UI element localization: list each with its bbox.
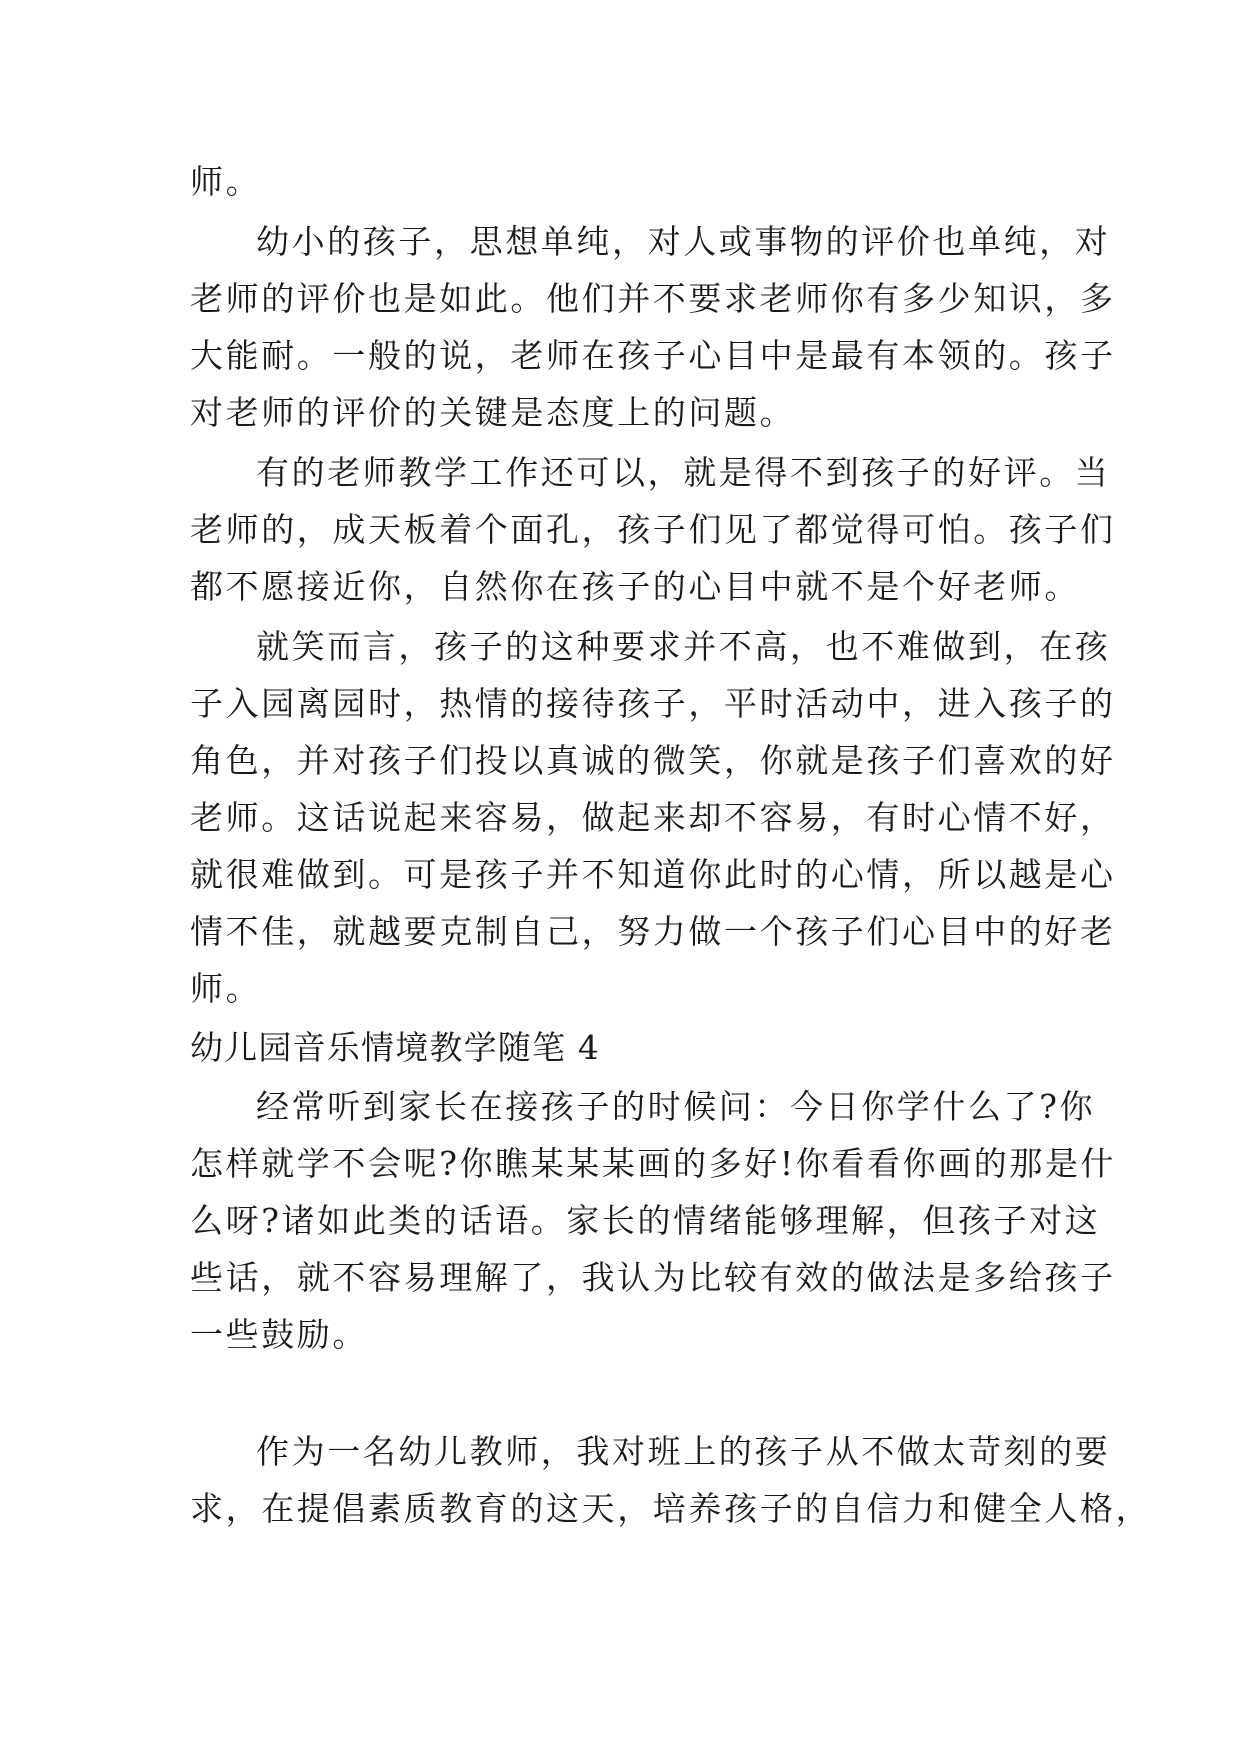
- paragraph-line: 就很难做到。可是孩子并不知道你此时的心情，所以越是心: [190, 855, 1116, 894]
- paragraph-line: 怎样就学不会呢?你瞧某某某画的多好!你看看你画的那是什: [190, 1144, 1117, 1183]
- paragraph-line: 大能耐。一般的说，老师在孩子心目中是最有本领的。孩子: [190, 336, 1116, 375]
- paragraph-line: 经常听到家长在接孩子的时候问：今日你学什么了?你: [256, 1087, 1096, 1126]
- paragraph-line: 作为一名幼儿教师，我对班上的孩子从不做太苛刻的要: [256, 1432, 1111, 1471]
- paragraph-line: 师。: [190, 969, 262, 1008]
- paragraph-line: 角色，并对孩子们投以真诚的微笑，你就是孩子们喜欢的好: [190, 741, 1116, 780]
- paragraph-line: 老师。这话说起来容易，做起来却不容易，有时心情不好，: [190, 798, 1116, 837]
- paragraph-line: 求，在提倡素质教育的这天，培养孩子的自信力和健全人格，: [190, 1489, 1152, 1528]
- section-heading: 幼儿园音乐情境教学随笔 4: [190, 1028, 601, 1067]
- paragraph-line: 对老师的评价的关键是态度上的问题。: [190, 393, 796, 432]
- paragraph-line: 情不佳，就越要克制自己，努力做一个孩子们心目中的好老: [190, 912, 1116, 951]
- paragraph-line: 老师的，成天板着个面孔，孩子们见了都觉得可怕。孩子们: [190, 510, 1116, 549]
- paragraph-line: 幼小的孩子，思想单纯，对人或事物的评价也单纯，对: [256, 222, 1111, 261]
- paragraph-line: 有的老师教学工作还可以，就是得不到孩子的好评。当: [256, 453, 1111, 492]
- paragraph-line: 一些鼓励。: [190, 1315, 368, 1354]
- paragraph-line: 些话，就不容易理解了，我认为比较有效的做法是多给孩子: [190, 1258, 1116, 1297]
- paragraph-line: 么呀?诸如此类的话语。家长的情绪能够理解，但孩子对这: [190, 1201, 1101, 1240]
- paragraph-line: 子入园离园时，热情的接待孩子，平时活动中，进入孩子的: [190, 684, 1116, 723]
- paragraph-line: 就笑而言，孩子的这种要求并不高，也不难做到，在孩: [256, 627, 1111, 666]
- paragraph-line: 都不愿接近你，自然你在孩子的心目中就不是个好老师。: [190, 567, 1080, 606]
- paragraph-line: 师。: [190, 162, 262, 201]
- paragraph-line: 老师的评价也是如此。他们并不要求老师你有多少知识，多: [190, 279, 1116, 318]
